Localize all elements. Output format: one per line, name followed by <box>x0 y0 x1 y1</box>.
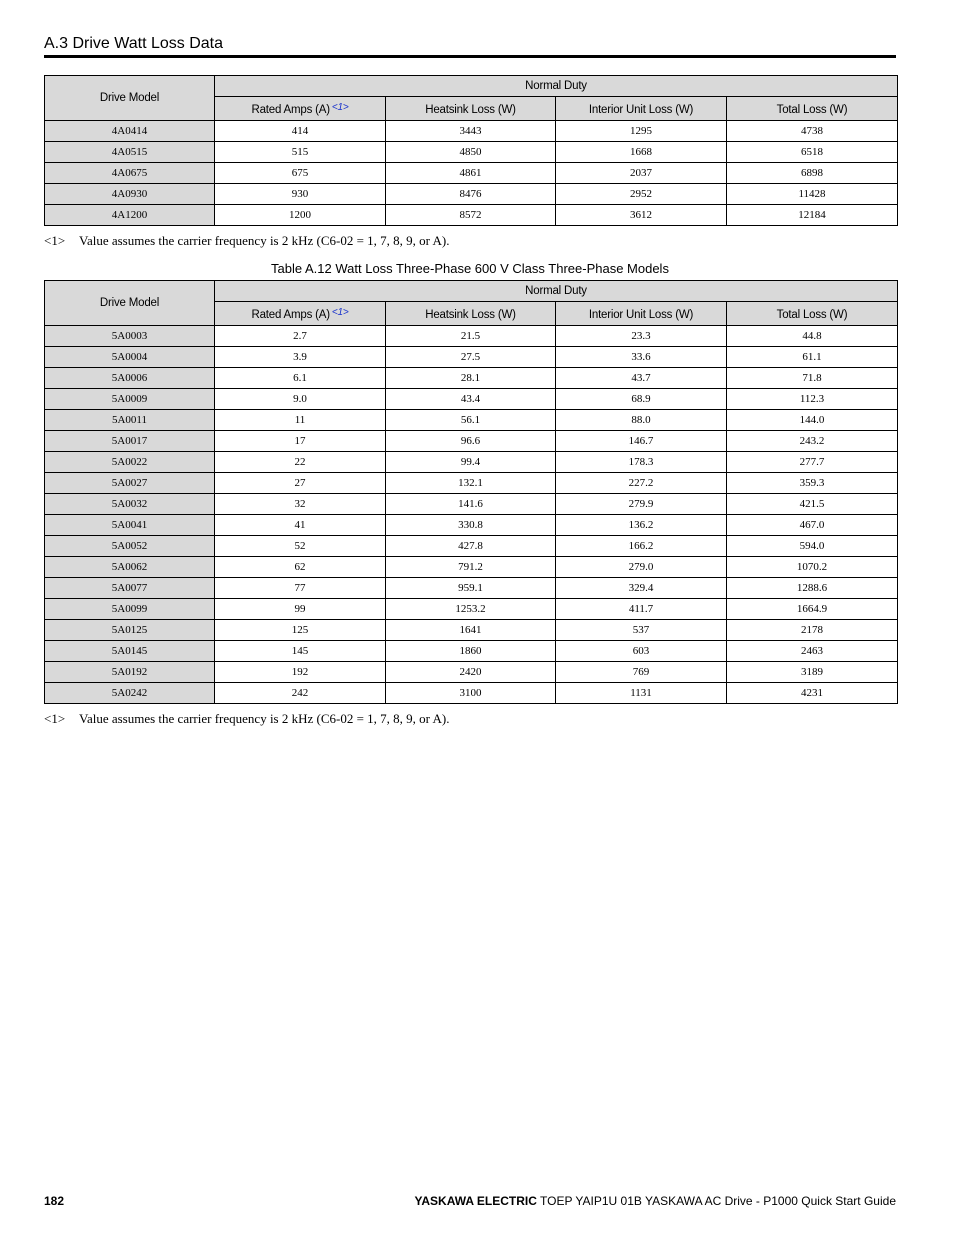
heatsink-loss-cell: 1641 <box>386 620 556 641</box>
table-caption: Table A.12 Watt Loss Three-Phase 600 V Class Three-Phase Models <box>271 261 669 276</box>
interior-unit-loss-cell: 1131 <box>556 683 727 704</box>
table-row <box>45 142 898 163</box>
rated-amps-cell: 62 <box>215 557 386 578</box>
total-loss-cell: 61.1 <box>727 347 898 368</box>
drive-model-cell: 5A0099 <box>45 599 215 620</box>
heatsink-loss-cell: 96.6 <box>386 431 556 452</box>
interior-unit-loss-header: Interior Unit Loss (W) <box>556 97 727 121</box>
heatsink-loss-cell: 8476 <box>386 184 556 205</box>
drive-model-cell: 5A0027 <box>45 473 215 494</box>
heatsink-loss-header: Heatsink Loss (W) <box>386 97 556 121</box>
table-row <box>45 557 898 578</box>
footnote-text: Value assumes the carrier frequency is 2 kHz (C6-02 = 1, 7, 8, 9, or A). <box>79 711 450 726</box>
drive-model-cell: 5A0192 <box>45 662 215 683</box>
interior-unit-loss-cell: 136.2 <box>556 515 727 536</box>
total-loss-cell: 467.0 <box>727 515 898 536</box>
total-loss-cell: 44.8 <box>727 326 898 347</box>
interior-unit-loss-cell: 43.7 <box>556 368 727 389</box>
heatsink-loss-cell: 8572 <box>386 205 556 226</box>
heatsink-loss-cell: 4850 <box>386 142 556 163</box>
table-row <box>45 347 898 368</box>
table-row <box>45 389 898 410</box>
watt-loss-table-600v <box>44 280 898 704</box>
rated-amps-cell: 77 <box>215 578 386 599</box>
drive-model-header: Drive Model <box>45 281 215 326</box>
rated-amps-cell: 17 <box>215 431 386 452</box>
table-row <box>45 121 898 142</box>
heatsink-loss-cell: 1860 <box>386 641 556 662</box>
interior-unit-loss-cell: 1295 <box>556 121 727 142</box>
heatsink-loss-cell: 4861 <box>386 163 556 184</box>
rated-amps-cell: 27 <box>215 473 386 494</box>
interior-unit-loss-cell: 329.4 <box>556 578 727 599</box>
total-loss-cell: 243.2 <box>727 431 898 452</box>
drive-model-cell: 5A0006 <box>45 368 215 389</box>
normal-duty-header: Normal Duty <box>215 76 898 97</box>
rated-amps-cell: 1200 <box>215 205 386 226</box>
heatsink-loss-cell: 3443 <box>386 121 556 142</box>
total-loss-cell: 359.3 <box>727 473 898 494</box>
interior-unit-loss-cell: 279.9 <box>556 494 727 515</box>
interior-unit-loss-cell: 2037 <box>556 163 727 184</box>
heatsink-loss-cell: 141.6 <box>386 494 556 515</box>
rated-amps-cell: 9.0 <box>215 389 386 410</box>
footnote-ref-link[interactable]: <1> <box>331 101 349 113</box>
page-footer <box>44 1193 896 1209</box>
drive-model-cell: 5A0022 <box>45 452 215 473</box>
drive-model-cell: 5A0004 <box>45 347 215 368</box>
drive-model-cell: 5A0145 <box>45 641 215 662</box>
heatsink-loss-cell: 132.1 <box>386 473 556 494</box>
interior-unit-loss-header: Interior Unit Loss (W) <box>556 302 727 326</box>
table-row <box>45 620 898 641</box>
interior-unit-loss-cell: 178.3 <box>556 452 727 473</box>
drive-model-cell: 5A0242 <box>45 683 215 704</box>
section-heading: A.3 Drive Watt Loss Data <box>44 34 896 58</box>
table-row <box>45 452 898 473</box>
interior-unit-loss-cell: 411.7 <box>556 599 727 620</box>
rated-amps-cell: 515 <box>215 142 386 163</box>
heatsink-loss-cell: 959.1 <box>386 578 556 599</box>
interior-unit-loss-cell: 1668 <box>556 142 727 163</box>
rated-amps-cell: 675 <box>215 163 386 184</box>
table-header-row <box>45 281 898 302</box>
table-row <box>45 163 898 184</box>
rated-amps-cell: 6.1 <box>215 368 386 389</box>
total-loss-cell: 144.0 <box>727 410 898 431</box>
heatsink-loss-cell: 27.5 <box>386 347 556 368</box>
interior-unit-loss-cell: 603 <box>556 641 727 662</box>
table-row <box>45 515 898 536</box>
total-loss-cell: 3189 <box>727 662 898 683</box>
drive-model-cell: 5A0009 <box>45 389 215 410</box>
footnote-mark: <1> <box>44 711 66 726</box>
table-row <box>45 431 898 452</box>
footnote-mark: <1> <box>44 233 66 248</box>
total-loss-cell: 6898 <box>727 163 898 184</box>
total-loss-cell: 4738 <box>727 121 898 142</box>
total-loss-cell: 594.0 <box>727 536 898 557</box>
drive-model-cell: 4A0515 <box>45 142 215 163</box>
rated-amps-cell: 11 <box>215 410 386 431</box>
rated-amps-cell: 41 <box>215 515 386 536</box>
rated-amps-cell: 2.7 <box>215 326 386 347</box>
rated-amps-cell: 3.9 <box>215 347 386 368</box>
rated-amps-header <box>215 97 386 121</box>
drive-model-cell: 4A0414 <box>45 121 215 142</box>
page-number: 182 <box>44 1194 65 1208</box>
drive-model-cell: 4A1200 <box>45 205 215 226</box>
total-loss-cell: 2178 <box>727 620 898 641</box>
footnote-text: Value assumes the carrier frequency is 2 kHz (C6-02 = 1, 7, 8, 9, or A). <box>79 233 450 248</box>
drive-model-cell: 5A0062 <box>45 557 215 578</box>
interior-unit-loss-cell: 88.0 <box>556 410 727 431</box>
table-header-row <box>45 76 898 97</box>
table-row <box>45 683 898 704</box>
table-row <box>45 599 898 620</box>
drive-model-cell: 5A0017 <box>45 431 215 452</box>
total-loss-cell: 6518 <box>727 142 898 163</box>
drive-model-cell: 5A0125 <box>45 620 215 641</box>
rated-amps-cell: 145 <box>215 641 386 662</box>
heatsink-loss-cell: 1253.2 <box>386 599 556 620</box>
drive-model-cell: 4A0675 <box>45 163 215 184</box>
footnote-ref-link[interactable]: <1> <box>331 306 349 318</box>
table1-footnote <box>44 233 450 249</box>
total-loss-cell: 4231 <box>727 683 898 704</box>
drive-model-cell: 5A0077 <box>45 578 215 599</box>
total-loss-header: Total Loss (W) <box>727 97 898 121</box>
table-row <box>45 536 898 557</box>
footer-doc-title: TOEP YAIP1U 01B YASKAWA AC Drive - P1000 Quick Start Guide <box>540 1194 896 1208</box>
rated-amps-cell: 930 <box>215 184 386 205</box>
rated-amps-cell: 125 <box>215 620 386 641</box>
heatsink-loss-cell: 56.1 <box>386 410 556 431</box>
rated-amps-cell: 52 <box>215 536 386 557</box>
interior-unit-loss-cell: 279.0 <box>556 557 727 578</box>
heatsink-loss-cell: 2420 <box>386 662 556 683</box>
total-loss-cell: 1070.2 <box>727 557 898 578</box>
rated-amps-header <box>215 302 386 326</box>
drive-model-header: Drive Model <box>45 76 215 121</box>
drive-model-cell: 5A0011 <box>45 410 215 431</box>
interior-unit-loss-cell: 68.9 <box>556 389 727 410</box>
drive-model-cell: 4A0930 <box>45 184 215 205</box>
normal-duty-header: Normal Duty <box>215 281 898 302</box>
rated-amps-cell: 32 <box>215 494 386 515</box>
interior-unit-loss-cell: 33.6 <box>556 347 727 368</box>
heatsink-loss-cell: 791.2 <box>386 557 556 578</box>
total-loss-cell: 2463 <box>727 641 898 662</box>
drive-model-cell: 5A0041 <box>45 515 215 536</box>
heatsink-loss-cell: 43.4 <box>386 389 556 410</box>
rated-amps-cell: 192 <box>215 662 386 683</box>
rated-amps-cell: 99 <box>215 599 386 620</box>
heatsink-loss-cell: 330.8 <box>386 515 556 536</box>
footer-brand: YASKAWA ELECTRIC <box>414 1194 537 1208</box>
total-loss-cell: 421.5 <box>727 494 898 515</box>
table-row <box>45 326 898 347</box>
total-loss-cell: 112.3 <box>727 389 898 410</box>
heatsink-loss-cell: 3100 <box>386 683 556 704</box>
drive-model-cell: 5A0052 <box>45 536 215 557</box>
table-row <box>45 184 898 205</box>
interior-unit-loss-cell: 23.3 <box>556 326 727 347</box>
rated-amps-cell: 22 <box>215 452 386 473</box>
total-loss-cell: 1664.9 <box>727 599 898 620</box>
table-row <box>45 662 898 683</box>
interior-unit-loss-cell: 769 <box>556 662 727 683</box>
rated-amps-cell: 242 <box>215 683 386 704</box>
interior-unit-loss-cell: 166.2 <box>556 536 727 557</box>
total-loss-cell: 1288.6 <box>727 578 898 599</box>
rated-amps-label: Rated Amps (A) <box>251 308 330 321</box>
table2-footnote <box>44 711 450 727</box>
rated-amps-label: Rated Amps (A) <box>251 103 330 116</box>
table-row <box>45 494 898 515</box>
rated-amps-cell: 414 <box>215 121 386 142</box>
interior-unit-loss-cell: 3612 <box>556 205 727 226</box>
heatsink-loss-cell: 28.1 <box>386 368 556 389</box>
heatsink-loss-cell: 427.8 <box>386 536 556 557</box>
interior-unit-loss-cell: 537 <box>556 620 727 641</box>
footer-doc-info <box>414 1193 896 1209</box>
total-loss-cell: 277.7 <box>727 452 898 473</box>
total-loss-header: Total Loss (W) <box>727 302 898 326</box>
interior-unit-loss-cell: 146.7 <box>556 431 727 452</box>
table-row <box>45 205 898 226</box>
drive-model-cell: 5A0003 <box>45 326 215 347</box>
table-row <box>45 473 898 494</box>
heatsink-loss-cell: 99.4 <box>386 452 556 473</box>
heatsink-loss-header: Heatsink Loss (W) <box>386 302 556 326</box>
table-row <box>45 410 898 431</box>
table-row <box>45 641 898 662</box>
total-loss-cell: 11428 <box>727 184 898 205</box>
total-loss-cell: 71.8 <box>727 368 898 389</box>
total-loss-cell: 12184 <box>727 205 898 226</box>
watt-loss-table-400v <box>44 75 898 226</box>
interior-unit-loss-cell: 2952 <box>556 184 727 205</box>
interior-unit-loss-cell: 227.2 <box>556 473 727 494</box>
drive-model-cell: 5A0032 <box>45 494 215 515</box>
heatsink-loss-cell: 21.5 <box>386 326 556 347</box>
table-row <box>45 578 898 599</box>
table-row <box>45 368 898 389</box>
